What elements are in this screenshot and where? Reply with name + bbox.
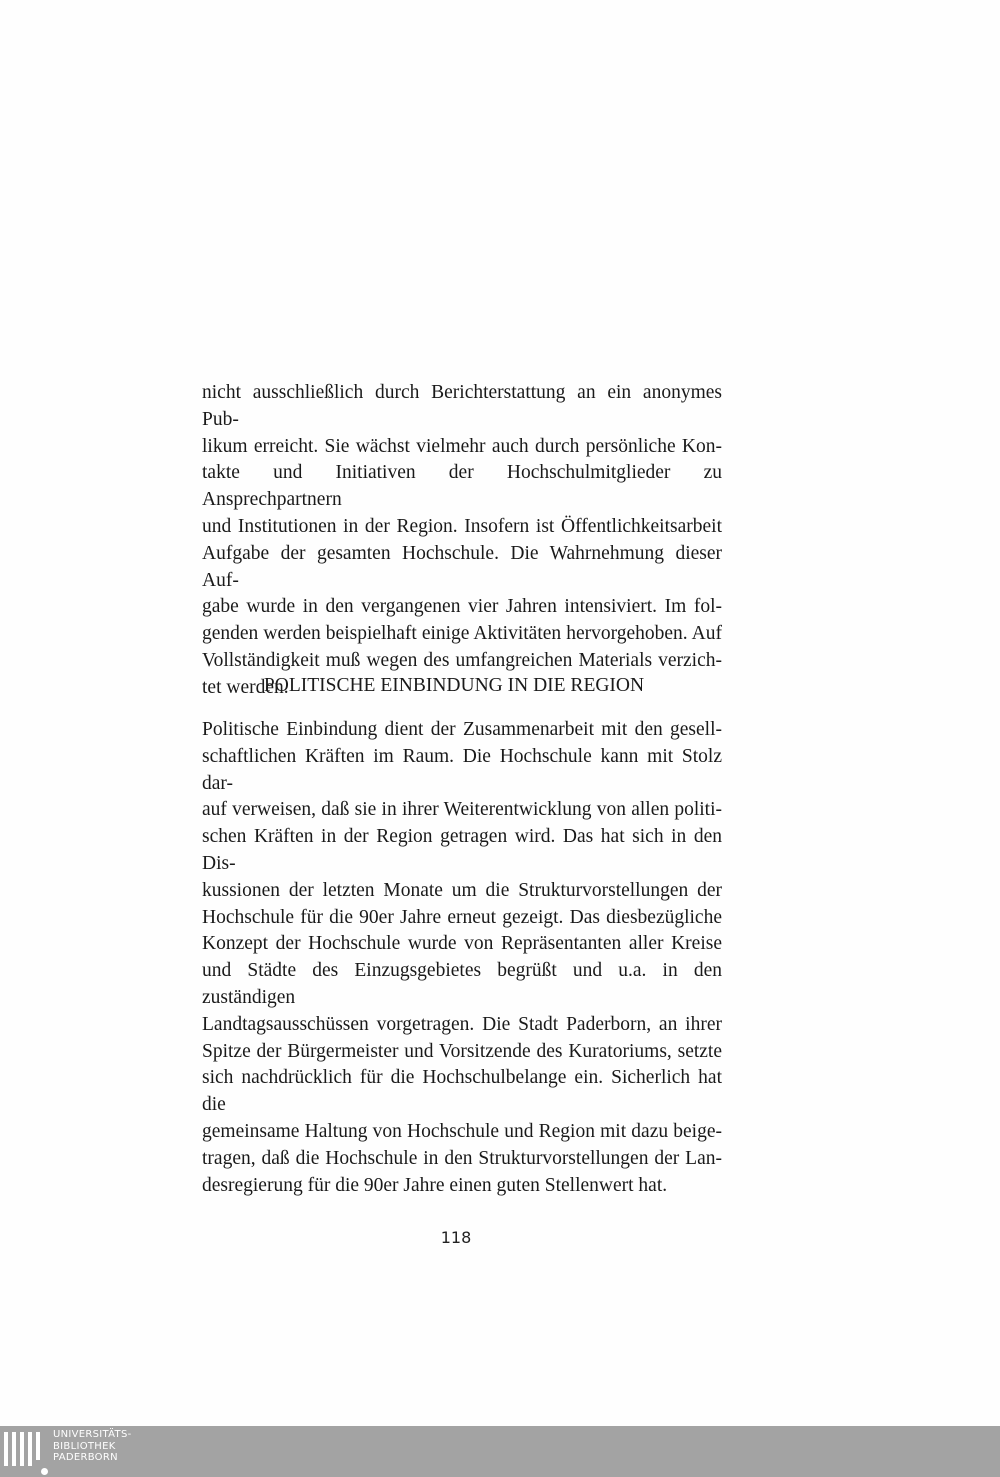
page-number: 118 xyxy=(440,1228,472,1247)
text-line: und Städte des Einzugsgebietes begrüßt und u.a. in den zuständigen xyxy=(202,960,722,1008)
text-line: tet werden. xyxy=(202,676,289,698)
text-line: desregierung für die 90er Jahre einen guten Stellenwert hat. xyxy=(202,1174,668,1196)
body-paragraph-1 xyxy=(202,380,722,702)
text-line: Aufgabe der gesamten Hochschule. Die Wahrnehmung dieser Auf- xyxy=(202,542,722,591)
text-line: und Institutionen in der Region. Insofern ist Öffentlichkeitsarbeit xyxy=(202,515,722,537)
text-line: gabe wurde in den vergangenen vier Jahren intensiviert. Im fol- xyxy=(202,596,722,618)
library-logo-text xyxy=(53,1429,132,1464)
text-line: likum erreicht. Sie wächst vielmehr auch durch persönliche Kon- xyxy=(202,435,722,457)
text-line: Hochschule für die 90er Jahre erneut gezeigt. Das diesbezügliche xyxy=(202,906,722,928)
logo-line: UNIVERSITÄTS- xyxy=(53,1429,132,1440)
body-paragraph-2 xyxy=(202,717,722,1199)
text-line: sich nachdrücklich für die Hochschulbelange ein. Sicherlich hat die xyxy=(202,1067,722,1116)
logo-line: BIBLIOTHEK xyxy=(53,1440,116,1452)
logo-line: PADERBORN xyxy=(53,1452,118,1463)
text-line: takte und Initiativen der Hochschulmitglieder zu Ansprechpartnern xyxy=(202,462,722,511)
library-logo-icon xyxy=(4,1432,48,1474)
text-line: Politische Einbindung dient der Zusammenarbeit mit den gesell- xyxy=(202,719,722,740)
text-line: schen Kräften in der Region getragen wird. Das hat sich in den Dis- xyxy=(202,826,722,874)
text-line: Konzept der Hochschule wurde von Repräsentanten aller Kreise xyxy=(202,933,722,955)
text-line: nicht ausschließlich durch Berichterstattung an ein anonymes Pub- xyxy=(202,382,722,430)
text-line: auf verweisen, daß sie in ihrer Weiterentwicklung von allen politi- xyxy=(202,799,722,821)
text-line: kussionen der letzten Monate um die Strukturvorstellungen der xyxy=(202,879,722,901)
library-footer-bar xyxy=(0,1426,1000,1477)
text-line: tragen, daß die Hochschule in den Strukturvorstellungen der Lan- xyxy=(202,1147,722,1169)
text-line: gemeinsame Haltung von Hochschule und Region mit dazu beige- xyxy=(202,1120,722,1142)
section-heading: POLITISCHE EINBINDUNG IN DIE REGION xyxy=(263,675,645,696)
text-line: Vollständigkeit muß wegen des umfangreichen Materials verzich- xyxy=(202,649,722,671)
text-line: Landtagsausschüssen vorgetragen. Die Stadt Paderborn, an ihrer xyxy=(202,1013,722,1035)
text-line: Spitze der Bürgermeister und Vorsitzende des Kuratoriums, setzte xyxy=(202,1040,722,1062)
text-line: genden werden beispielhaft einige Aktivitäten hervorgehoben. Auf xyxy=(202,623,722,645)
text-line: schaftlichen Kräften im Raum. Die Hochschule kann mit Stolz dar- xyxy=(202,745,722,794)
